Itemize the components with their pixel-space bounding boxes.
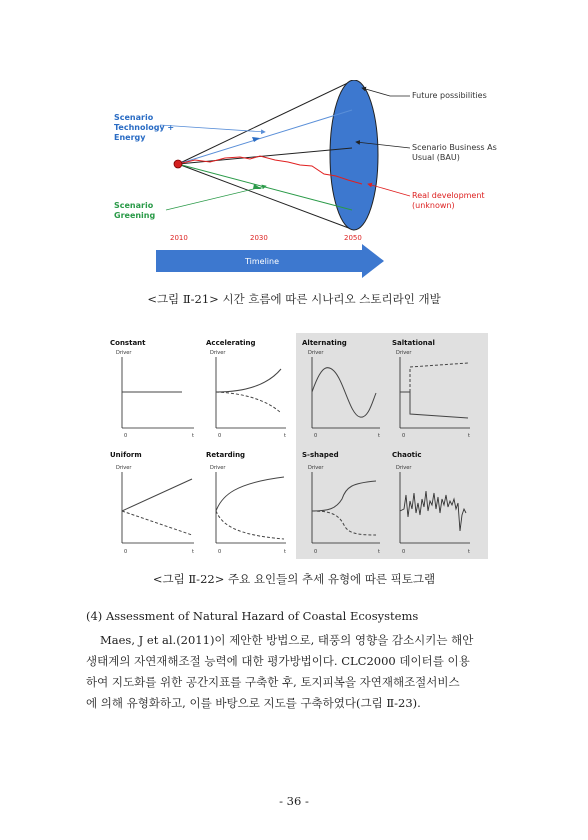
paragraph-line-3: 하여 지도화를 위한 공간지표를 구축한 후, 토지피복을 자연재해조절서비스 bbox=[86, 675, 460, 689]
axis-zero-label: 0 bbox=[314, 549, 318, 555]
greening-label-line2: Greening bbox=[114, 211, 156, 220]
greening-label-line1: Scenario bbox=[114, 201, 154, 210]
axis-t-label: t bbox=[378, 549, 380, 555]
greening-line bbox=[178, 164, 352, 210]
axis-driver-label: Driver bbox=[308, 465, 324, 471]
axis-t-label: t bbox=[468, 549, 470, 555]
future-pointer bbox=[362, 88, 410, 96]
axis-driver-label: Driver bbox=[116, 465, 132, 471]
trend-pictogram-figure bbox=[106, 333, 488, 559]
axis-driver-label: Driver bbox=[116, 350, 132, 356]
year-2010: 2010 bbox=[170, 234, 188, 242]
timeline-label: Timeline bbox=[245, 257, 280, 266]
bau-label-line2: Usual (BAU) bbox=[412, 153, 460, 162]
figure-caption-21: <그림 Ⅱ-21> 시간 흐름에 따른 시나리오 스토리라인 개발 bbox=[147, 292, 441, 306]
axis-t-label: t bbox=[284, 433, 286, 439]
axis-driver-label: Driver bbox=[396, 350, 412, 356]
body-paragraph bbox=[86, 630, 506, 714]
panel-title: Accelerating bbox=[206, 339, 256, 347]
tech-label-line2: Technology + bbox=[114, 123, 175, 132]
tech-label-line3: Energy bbox=[114, 133, 146, 142]
axis-driver-label: Driver bbox=[210, 465, 226, 471]
axis-zero-label: 0 bbox=[218, 433, 222, 439]
figure-caption-22: <그림 Ⅱ-22> 주요 요인들의 추세 유형에 따른 픽토그램 bbox=[152, 572, 436, 586]
paragraph-line-1: Maes, J et al.(2011)이 제안한 방법으로, 태풍의 영향을 감소시키는 해안 bbox=[100, 633, 474, 647]
future-ellipse bbox=[330, 80, 378, 230]
tech-pointer bbox=[160, 125, 265, 132]
paragraph-line-4: 에 의해 유형화하고, 이를 바탕으로 지도를 구축하였다(그림 Ⅱ-23). bbox=[86, 696, 421, 710]
panel-retarding bbox=[206, 451, 286, 555]
axis-t-label: t bbox=[192, 433, 194, 439]
section-heading: (4) Assessment of Natural Hazard of Coastal Ecosystems bbox=[86, 609, 419, 623]
panel-title: Uniform bbox=[110, 451, 142, 459]
panel-uniform bbox=[110, 451, 194, 555]
panel-title: S-shaped bbox=[302, 451, 339, 459]
axis-t-label: t bbox=[192, 549, 194, 555]
axis-zero-label: 0 bbox=[124, 433, 128, 439]
axis-t-label: t bbox=[284, 549, 286, 555]
panel-title: Saltational bbox=[392, 339, 435, 347]
axis-zero-label: 0 bbox=[218, 549, 222, 555]
tech-label-line1: Scenario bbox=[114, 113, 154, 122]
panel-title: Retarding bbox=[206, 451, 246, 459]
real-label-line2: (unknown) bbox=[412, 201, 455, 210]
axis-zero-label: 0 bbox=[124, 549, 128, 555]
real-label-line1: Real development bbox=[412, 191, 485, 200]
panel-constant bbox=[110, 339, 194, 439]
scenario-cone-figure bbox=[100, 80, 500, 280]
axis-t-label: t bbox=[378, 433, 380, 439]
panel-title: Chaotic bbox=[392, 451, 422, 459]
axis-t-label: t bbox=[468, 433, 470, 439]
cone-upper-line bbox=[178, 80, 354, 164]
greening-pointer bbox=[166, 186, 266, 210]
cone-lower-line bbox=[178, 164, 354, 230]
axis-driver-label: Driver bbox=[210, 350, 226, 356]
axis-zero-label: 0 bbox=[314, 433, 318, 439]
year-2030: 2030 bbox=[250, 234, 268, 242]
future-label: Future possibilities bbox=[412, 91, 487, 100]
bau-label-line1: Scenario Business As bbox=[412, 143, 497, 152]
tech-energy-arrowhead bbox=[252, 137, 260, 142]
panel-accelerating bbox=[206, 339, 286, 439]
axis-driver-label: Driver bbox=[308, 350, 324, 356]
panel-title: Constant bbox=[110, 339, 146, 347]
origin-point bbox=[174, 160, 182, 168]
page-number: - 36 - bbox=[279, 794, 309, 808]
axis-zero-label: 0 bbox=[402, 433, 406, 439]
paragraph-line-2: 생태계의 자연재해조절 능력에 대한 평가방법이다. CLC2000 데이터를 이용 bbox=[86, 654, 470, 668]
axis-driver-label: Driver bbox=[396, 465, 412, 471]
axis-zero-label: 0 bbox=[402, 549, 406, 555]
year-2050: 2050 bbox=[344, 234, 362, 242]
panel-title: Alternating bbox=[302, 339, 347, 347]
